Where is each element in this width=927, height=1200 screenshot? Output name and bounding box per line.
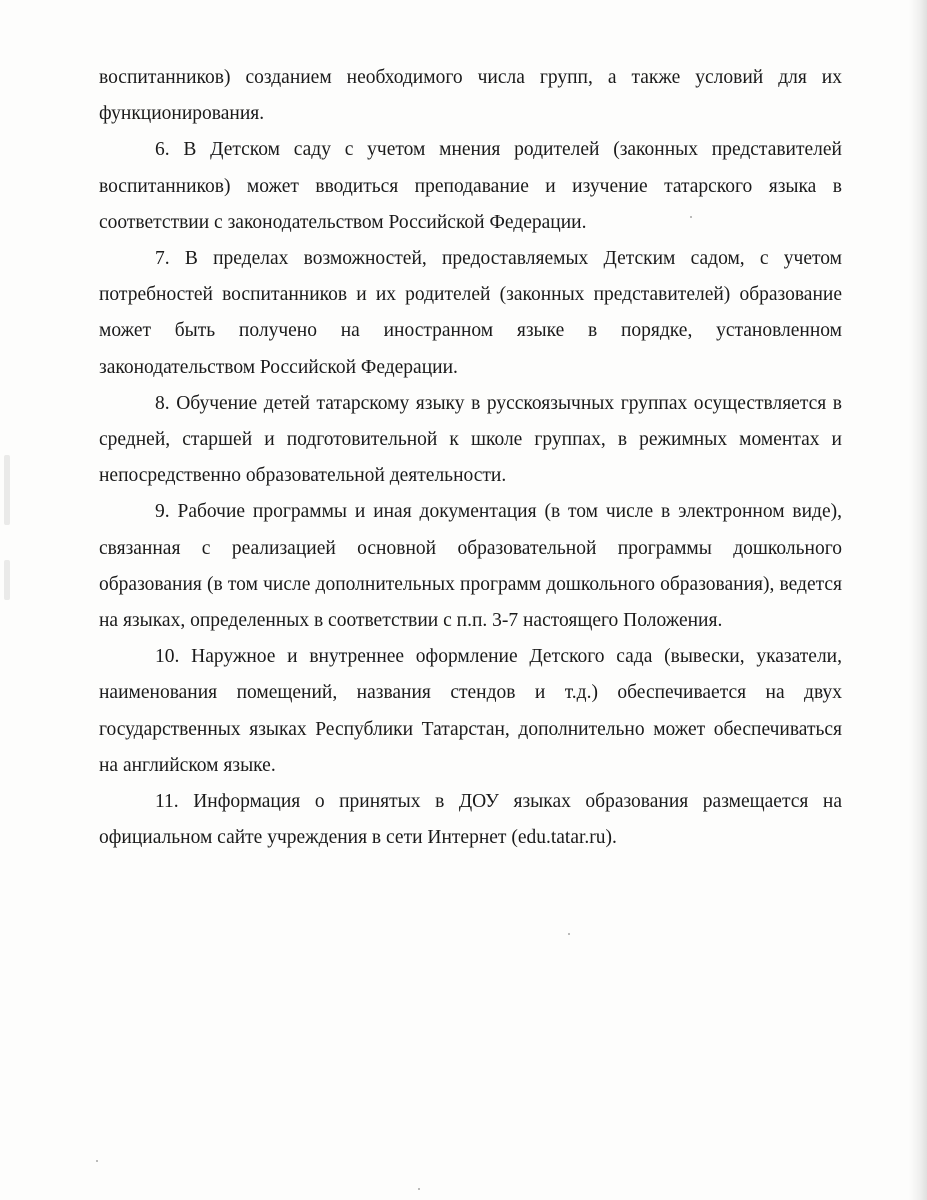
paragraph-continuation: воспитанников) созданием необходимого числа групп, а также условий для их функционирования. bbox=[99, 67, 842, 125]
paragraph-item-10: 10. Наружное и внутреннее оформление Детского сада (вывески, указатели, наименования помещений, названия стендов и т.д.) обеспечивается на двух государственных языках Республики Татарстан, дополнительно может обеспечиваться на английском языке. bbox=[99, 646, 842, 776]
scan-speck bbox=[568, 933, 570, 935]
paragraph-item-7: 7. В пределах возможностей, предоставляемых Детским садом, с учетом потребностей воспитанников и их родителей (законных представителей) образование может быть получено на иностранном языке в порядке, установленном законодательством Российской Федерации. bbox=[99, 248, 842, 378]
paragraph-item-6: 6. В Детском саду с учетом мнения родителей (законных представителей воспитанников) может вводиться преподавание и изучение татарского языка в соответствии с законодательством Российской Федерации. bbox=[99, 139, 842, 233]
scan-artifact bbox=[4, 455, 10, 525]
paragraph-item-8: 8. Обучение детей татарскому языку в русскоязычных группах осуществляется в средней, старшей и подготовительной к школе группах, в режимных моментах и непосредственно образовательной деятельности. bbox=[99, 392, 842, 487]
scan-artifact bbox=[4, 560, 10, 600]
scan-speck bbox=[96, 1160, 98, 1162]
document-body bbox=[99, 60, 842, 856]
scan-speck bbox=[418, 1188, 420, 1190]
paragraph-item-11: 11. Информация о принятых в ДОУ языках образования размещается на официальном сайте учреждения в сети Интернет (edu.tatar.ru). bbox=[99, 791, 842, 849]
paragraph-item-9: 9. Рабочие программы и иная документация (в том числе в электронном виде), связанная с реализацией основной образовательной программы дошкольного образования (в том числе дополнительных программ дошкольного образования), ведется на языках, определенных в соответствии с п.п. 3-7 настоящего Положения. bbox=[99, 501, 842, 632]
page-edge-shadow bbox=[909, 0, 927, 1200]
